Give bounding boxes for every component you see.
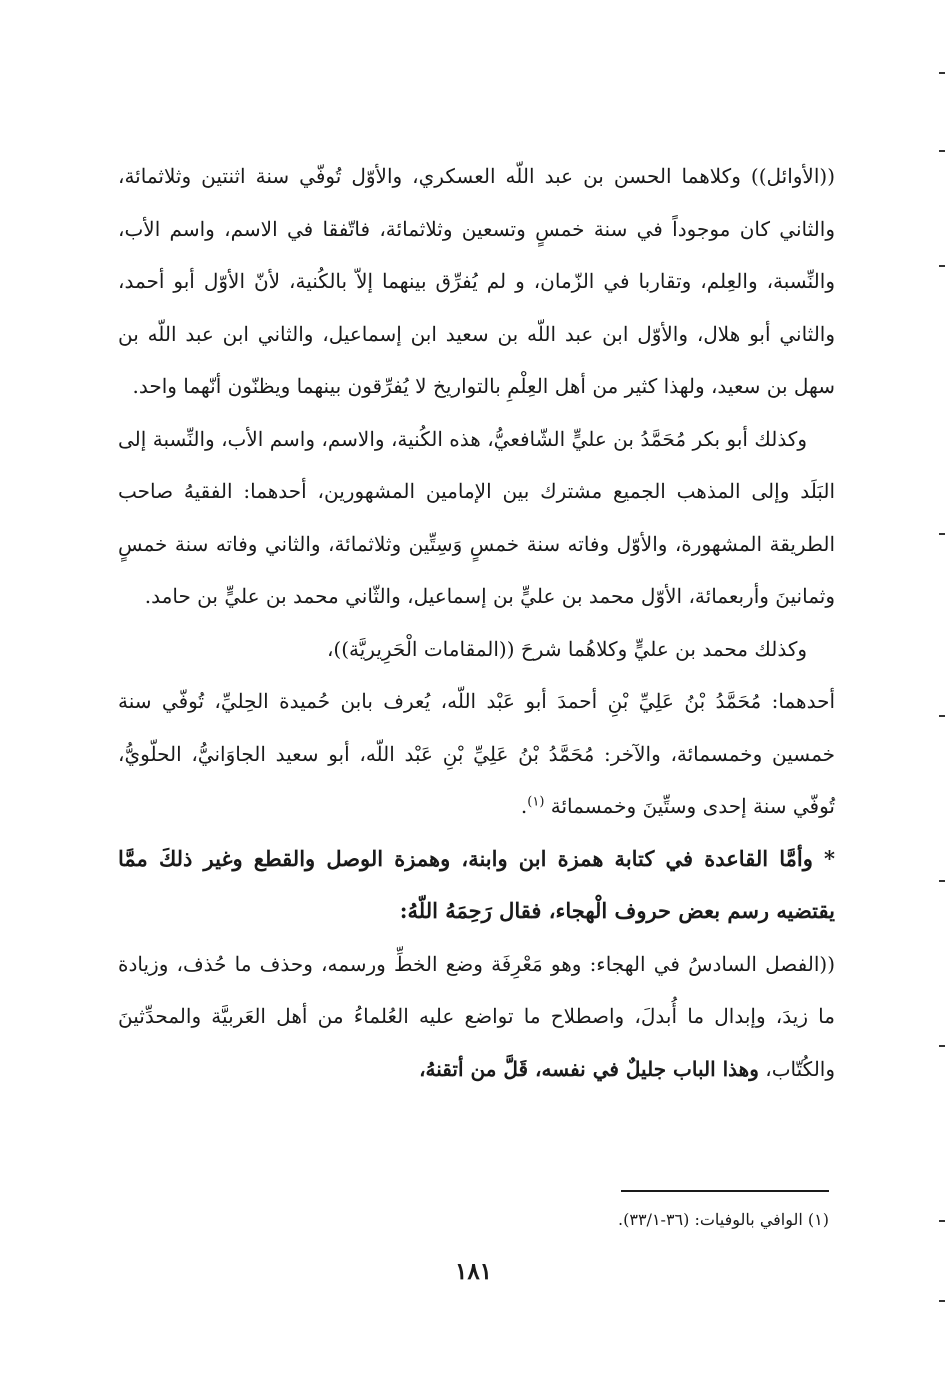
edge-mark [939,1220,945,1222]
edge-mark [939,1300,945,1302]
footnote-separator [621,1190,829,1192]
footnote: (١) الوافي بالوفيات: (٣٦-٣٣/١). [618,1210,829,1229]
paragraph-ahaduhuma-text: أحدهما: مُحَمَّدُ بْنُ عَلِيِّ بْنِ أحمدَ أبو عَبْد اللّه، يُعرف بابن حُميدة الحِليِّ، تُوفّي سنة خمسين وخمسمائة، والآخر: مُحَمَّدُ بْنُ عَلِيِّ بْنِ عَبْد اللّه، أبو سعيد الجاوَانيُّ، الحلّويُّ، تُوفّي سنة إحدى وستِّينَ وخمسمائة [118,689,835,818]
edge-mark [939,880,945,882]
paragraph-ahaduhuma-tail: . [520,794,528,818]
edge-mark [939,1045,945,1047]
page-body [118,150,835,1095]
edge-mark [939,72,945,74]
footnote-reference: (١) [527,794,545,810]
edge-mark [939,265,945,267]
paragraph-ahaduhuma [118,675,835,833]
edge-mark [939,715,945,717]
edge-mark [939,150,945,152]
paragraph-abu-bakr: وكذلك أبو بكر مُحَمَّدُ بن عليٍّ الشّافعيُّ، هذه الكُنية، والاسم، واسم الأب، والنِّسبة إلى البَلَد وإلى المذهب الجميع مشترك بين الإمامين المشهورين، أحدهما: الفقيهُ صاحب الطريقة المشهورة، والأوّل وفاته سنة خمسٍ وَسِتِّين وثلاثمائة، والثاني وفاته سنة خمسٍ وثمانينَ وأربعمائة، الأوّل محمد بن عليٍّ بن إسماعيل، والثّاني محمد بن عليٍّ بن حامد. [118,426,835,608]
paragraph-fasl-sadis-text: ((الفصل السادسُ في الهجاء: وهو مَعْرِفَة وضع الخطِّ ورسمه، وحذف ما حُذف، وزيادة ما زيدَ، وإبدال ما أُبدلَ، واصطلاح ما تواضع عليه العُلماءُ من أهل العَربيَّة والمحدِّثينَ والكُتّاب، [118,951,835,1081]
section-heading-hamza-rule: * وأمَّا القاعدة في كتابة همزة ابن وابنة، وهمزة الوصل والقطع وغير ذلكَ ممَّا يقتضيه رسم بعض حروف الْهجاء، فقال رَحِمَهُ اللّهُ: [118,845,835,923]
edge-mark [939,533,945,535]
paragraph-fasl-sadis-bold: وهذا الباب جليلٌ في نفسه، قَلَّ من أتقنهُ، [419,1056,759,1081]
page-number: ١٨١ [454,1258,493,1285]
paragraph-muhammad-bin-ali: وكذلك محمد بن عليٍّ وكلاهُما شرحَ ((المقامات الْحَرِيريَّة))، [326,636,807,661]
paragraph-fasl-sadis [118,938,835,1096]
paragraph-awail: ((الأوائل)) وكلاهما الحسن بن عبد اللّه العسكري، والأوّل تُوفّي سنة اثنتين وثلاثمائة، والثاني كان موجوداً في سنة خمسٍ وتسعين وثلاثمائة، فاتّفقا في الاسم، واسم الأب، والنِّسبة، والعِلم، وتقاربا في الزّمان، و لم يُفرِّق بينهما إلاّ بالكُنية، لأنّ الأوّل أبو أحمد، والثاني أبو هلال، والأوّل ابن عبد اللّه بن سعيد ابن إسماعيل، والثاني ابن عبد اللّه بن سهل بن سعيد، ولهذا كثير من أهل العِلْمِ بالتواريخ لا يُفرِّقون بينهما ويظنّون أنّهما واحد. [118,164,836,398]
